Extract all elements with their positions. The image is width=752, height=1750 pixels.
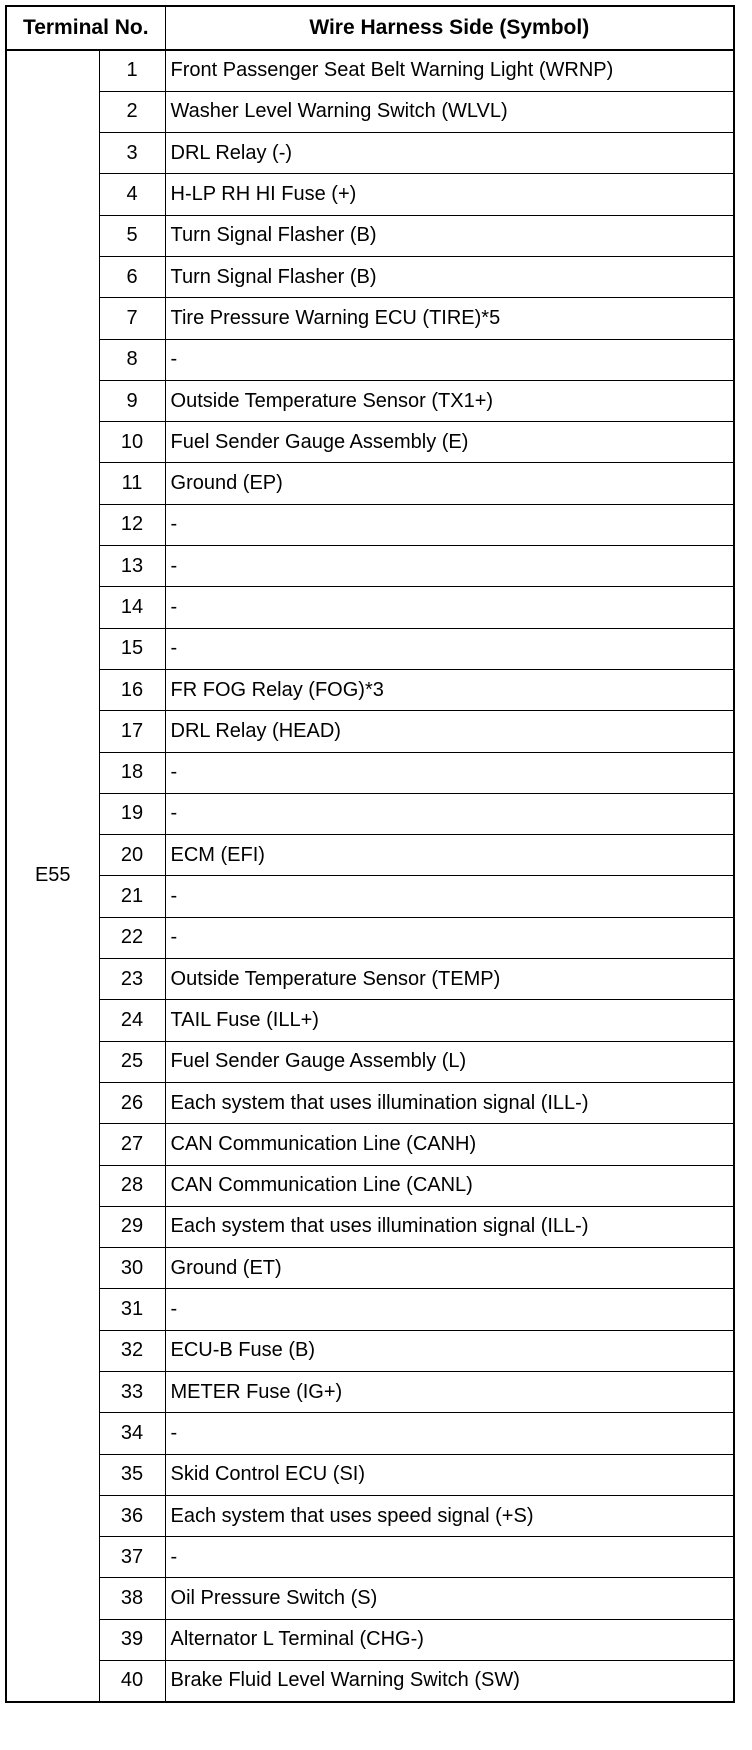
table-row [6, 959, 734, 1000]
pin-number-cell: 12 [99, 504, 165, 545]
pin-number-cell: 3 [99, 133, 165, 174]
wire-harness-description-cell: ECU-B Fuse (B) [165, 1330, 734, 1371]
pin-number-cell: 19 [99, 793, 165, 834]
table-row [6, 298, 734, 339]
table-row [6, 587, 734, 628]
table-row [6, 339, 734, 380]
pin-number-cell: 14 [99, 587, 165, 628]
wire-harness-description-cell: Oil Pressure Switch (S) [165, 1578, 734, 1619]
pin-number-cell: 4 [99, 174, 165, 215]
pin-number-cell: 33 [99, 1372, 165, 1413]
table-header-row [6, 6, 734, 50]
wire-harness-description-cell: METER Fuse (IG+) [165, 1372, 734, 1413]
connector-cell: E55 [6, 50, 99, 1702]
pin-number-cell: 9 [99, 380, 165, 421]
terminal-table [5, 5, 735, 1703]
table-row [6, 752, 734, 793]
wire-harness-description-cell: CAN Communication Line (CANH) [165, 1124, 734, 1165]
table-row [6, 793, 734, 834]
pin-number-cell: 17 [99, 711, 165, 752]
table-row [6, 1248, 734, 1289]
pin-number-cell: 31 [99, 1289, 165, 1330]
pin-number-cell: 18 [99, 752, 165, 793]
table-row [6, 133, 734, 174]
table-row [6, 1000, 734, 1041]
wire-harness-description-cell: Ground (EP) [165, 463, 734, 504]
pin-number-cell: 38 [99, 1578, 165, 1619]
wire-harness-description-cell: Front Passenger Seat Belt Warning Light (WRNP) [165, 50, 734, 91]
wire-harness-description-cell: Fuel Sender Gauge Assembly (L) [165, 1041, 734, 1082]
table-row [6, 1206, 734, 1247]
wire-harness-description-cell: Each system that uses speed signal (+S) [165, 1495, 734, 1536]
table-row [6, 1578, 734, 1619]
wire-harness-description-cell: - [165, 793, 734, 834]
table-row [6, 628, 734, 669]
pin-number-cell: 37 [99, 1537, 165, 1578]
wire-harness-description-cell: Alternator L Terminal (CHG-) [165, 1619, 734, 1660]
pin-number-cell: 39 [99, 1619, 165, 1660]
wire-harness-description-cell: Washer Level Warning Switch (WLVL) [165, 91, 734, 132]
table-row [6, 917, 734, 958]
header-terminal-no: Terminal No. [6, 6, 165, 50]
pin-number-cell: 34 [99, 1413, 165, 1454]
table-row [6, 215, 734, 256]
wire-harness-description-cell: Each system that uses illumination signal (ILL-) [165, 1206, 734, 1247]
wire-harness-description-cell: - [165, 587, 734, 628]
pin-number-cell: 32 [99, 1330, 165, 1371]
table-row [6, 1082, 734, 1123]
wire-harness-description-cell: TAIL Fuse (ILL+) [165, 1000, 734, 1041]
wire-harness-description-cell: - [165, 1413, 734, 1454]
wire-harness-description-cell: Ground (ET) [165, 1248, 734, 1289]
wire-harness-description-cell: ECM (EFI) [165, 835, 734, 876]
table-row [6, 1537, 734, 1578]
wire-harness-description-cell: H-LP RH HI Fuse (+) [165, 174, 734, 215]
wire-harness-description-cell: Brake Fluid Level Warning Switch (SW) [165, 1661, 734, 1702]
table-row [6, 546, 734, 587]
table-row [6, 711, 734, 752]
table-row [6, 380, 734, 421]
wire-harness-description-cell: - [165, 339, 734, 380]
table-row [6, 422, 734, 463]
table-row [6, 463, 734, 504]
pin-number-cell: 40 [99, 1661, 165, 1702]
wire-harness-description-cell: Outside Temperature Sensor (TX1+) [165, 380, 734, 421]
wire-harness-description-cell: - [165, 628, 734, 669]
pin-number-cell: 16 [99, 669, 165, 710]
wire-harness-description-cell: - [165, 876, 734, 917]
table-row [6, 1619, 734, 1660]
pin-number-cell: 30 [99, 1248, 165, 1289]
wire-harness-description-cell: - [165, 546, 734, 587]
wire-harness-description-cell: CAN Communication Line (CANL) [165, 1165, 734, 1206]
table-body [6, 50, 734, 1702]
table-row [6, 174, 734, 215]
table-row [6, 1413, 734, 1454]
pin-number-cell: 10 [99, 422, 165, 463]
table-row [6, 669, 734, 710]
table-row [6, 91, 734, 132]
pin-number-cell: 7 [99, 298, 165, 339]
pin-number-cell: 24 [99, 1000, 165, 1041]
wire-harness-description-cell: Turn Signal Flasher (B) [165, 256, 734, 297]
pin-number-cell: 5 [99, 215, 165, 256]
pin-number-cell: 13 [99, 546, 165, 587]
wire-harness-description-cell: DRL Relay (HEAD) [165, 711, 734, 752]
table-row [6, 1041, 734, 1082]
pin-number-cell: 27 [99, 1124, 165, 1165]
pin-number-cell: 22 [99, 917, 165, 958]
table-row [6, 1495, 734, 1536]
table-row [6, 876, 734, 917]
wire-harness-description-cell: - [165, 752, 734, 793]
pin-number-cell: 1 [99, 50, 165, 91]
wire-harness-description-cell: - [165, 1537, 734, 1578]
pin-number-cell: 20 [99, 835, 165, 876]
table-row [6, 256, 734, 297]
table-row [6, 504, 734, 545]
wire-harness-description-cell: Outside Temperature Sensor (TEMP) [165, 959, 734, 1000]
wire-harness-description-cell: Fuel Sender Gauge Assembly (E) [165, 422, 734, 463]
pin-number-cell: 21 [99, 876, 165, 917]
header-wire-harness-side: Wire Harness Side (Symbol) [165, 6, 734, 50]
pin-number-cell: 28 [99, 1165, 165, 1206]
wire-harness-description-cell: - [165, 1289, 734, 1330]
pin-number-cell: 6 [99, 256, 165, 297]
table-row [6, 1124, 734, 1165]
table-row [6, 1454, 734, 1495]
pin-number-cell: 15 [99, 628, 165, 669]
table-row [6, 835, 734, 876]
wire-harness-description-cell: - [165, 504, 734, 545]
wire-harness-description-cell: - [165, 917, 734, 958]
pin-number-cell: 25 [99, 1041, 165, 1082]
wire-harness-description-cell: Skid Control ECU (SI) [165, 1454, 734, 1495]
pin-number-cell: 11 [99, 463, 165, 504]
table-row [6, 1165, 734, 1206]
pin-number-cell: 2 [99, 91, 165, 132]
table-row [6, 1661, 734, 1702]
pin-number-cell: 23 [99, 959, 165, 1000]
pin-number-cell: 8 [99, 339, 165, 380]
pin-number-cell: 26 [99, 1082, 165, 1123]
wire-harness-description-cell: Each system that uses illumination signal (ILL-) [165, 1082, 734, 1123]
pin-number-cell: 36 [99, 1495, 165, 1536]
wire-harness-description-cell: DRL Relay (-) [165, 133, 734, 174]
table-row [6, 1372, 734, 1413]
table-row [6, 1330, 734, 1371]
table-row [6, 1289, 734, 1330]
pin-number-cell: 29 [99, 1206, 165, 1247]
wire-harness-description-cell: FR FOG Relay (FOG)*3 [165, 669, 734, 710]
wire-harness-description-cell: Tire Pressure Warning ECU (TIRE)*5 [165, 298, 734, 339]
wire-harness-description-cell: Turn Signal Flasher (B) [165, 215, 734, 256]
pin-number-cell: 35 [99, 1454, 165, 1495]
table-row [6, 50, 734, 91]
